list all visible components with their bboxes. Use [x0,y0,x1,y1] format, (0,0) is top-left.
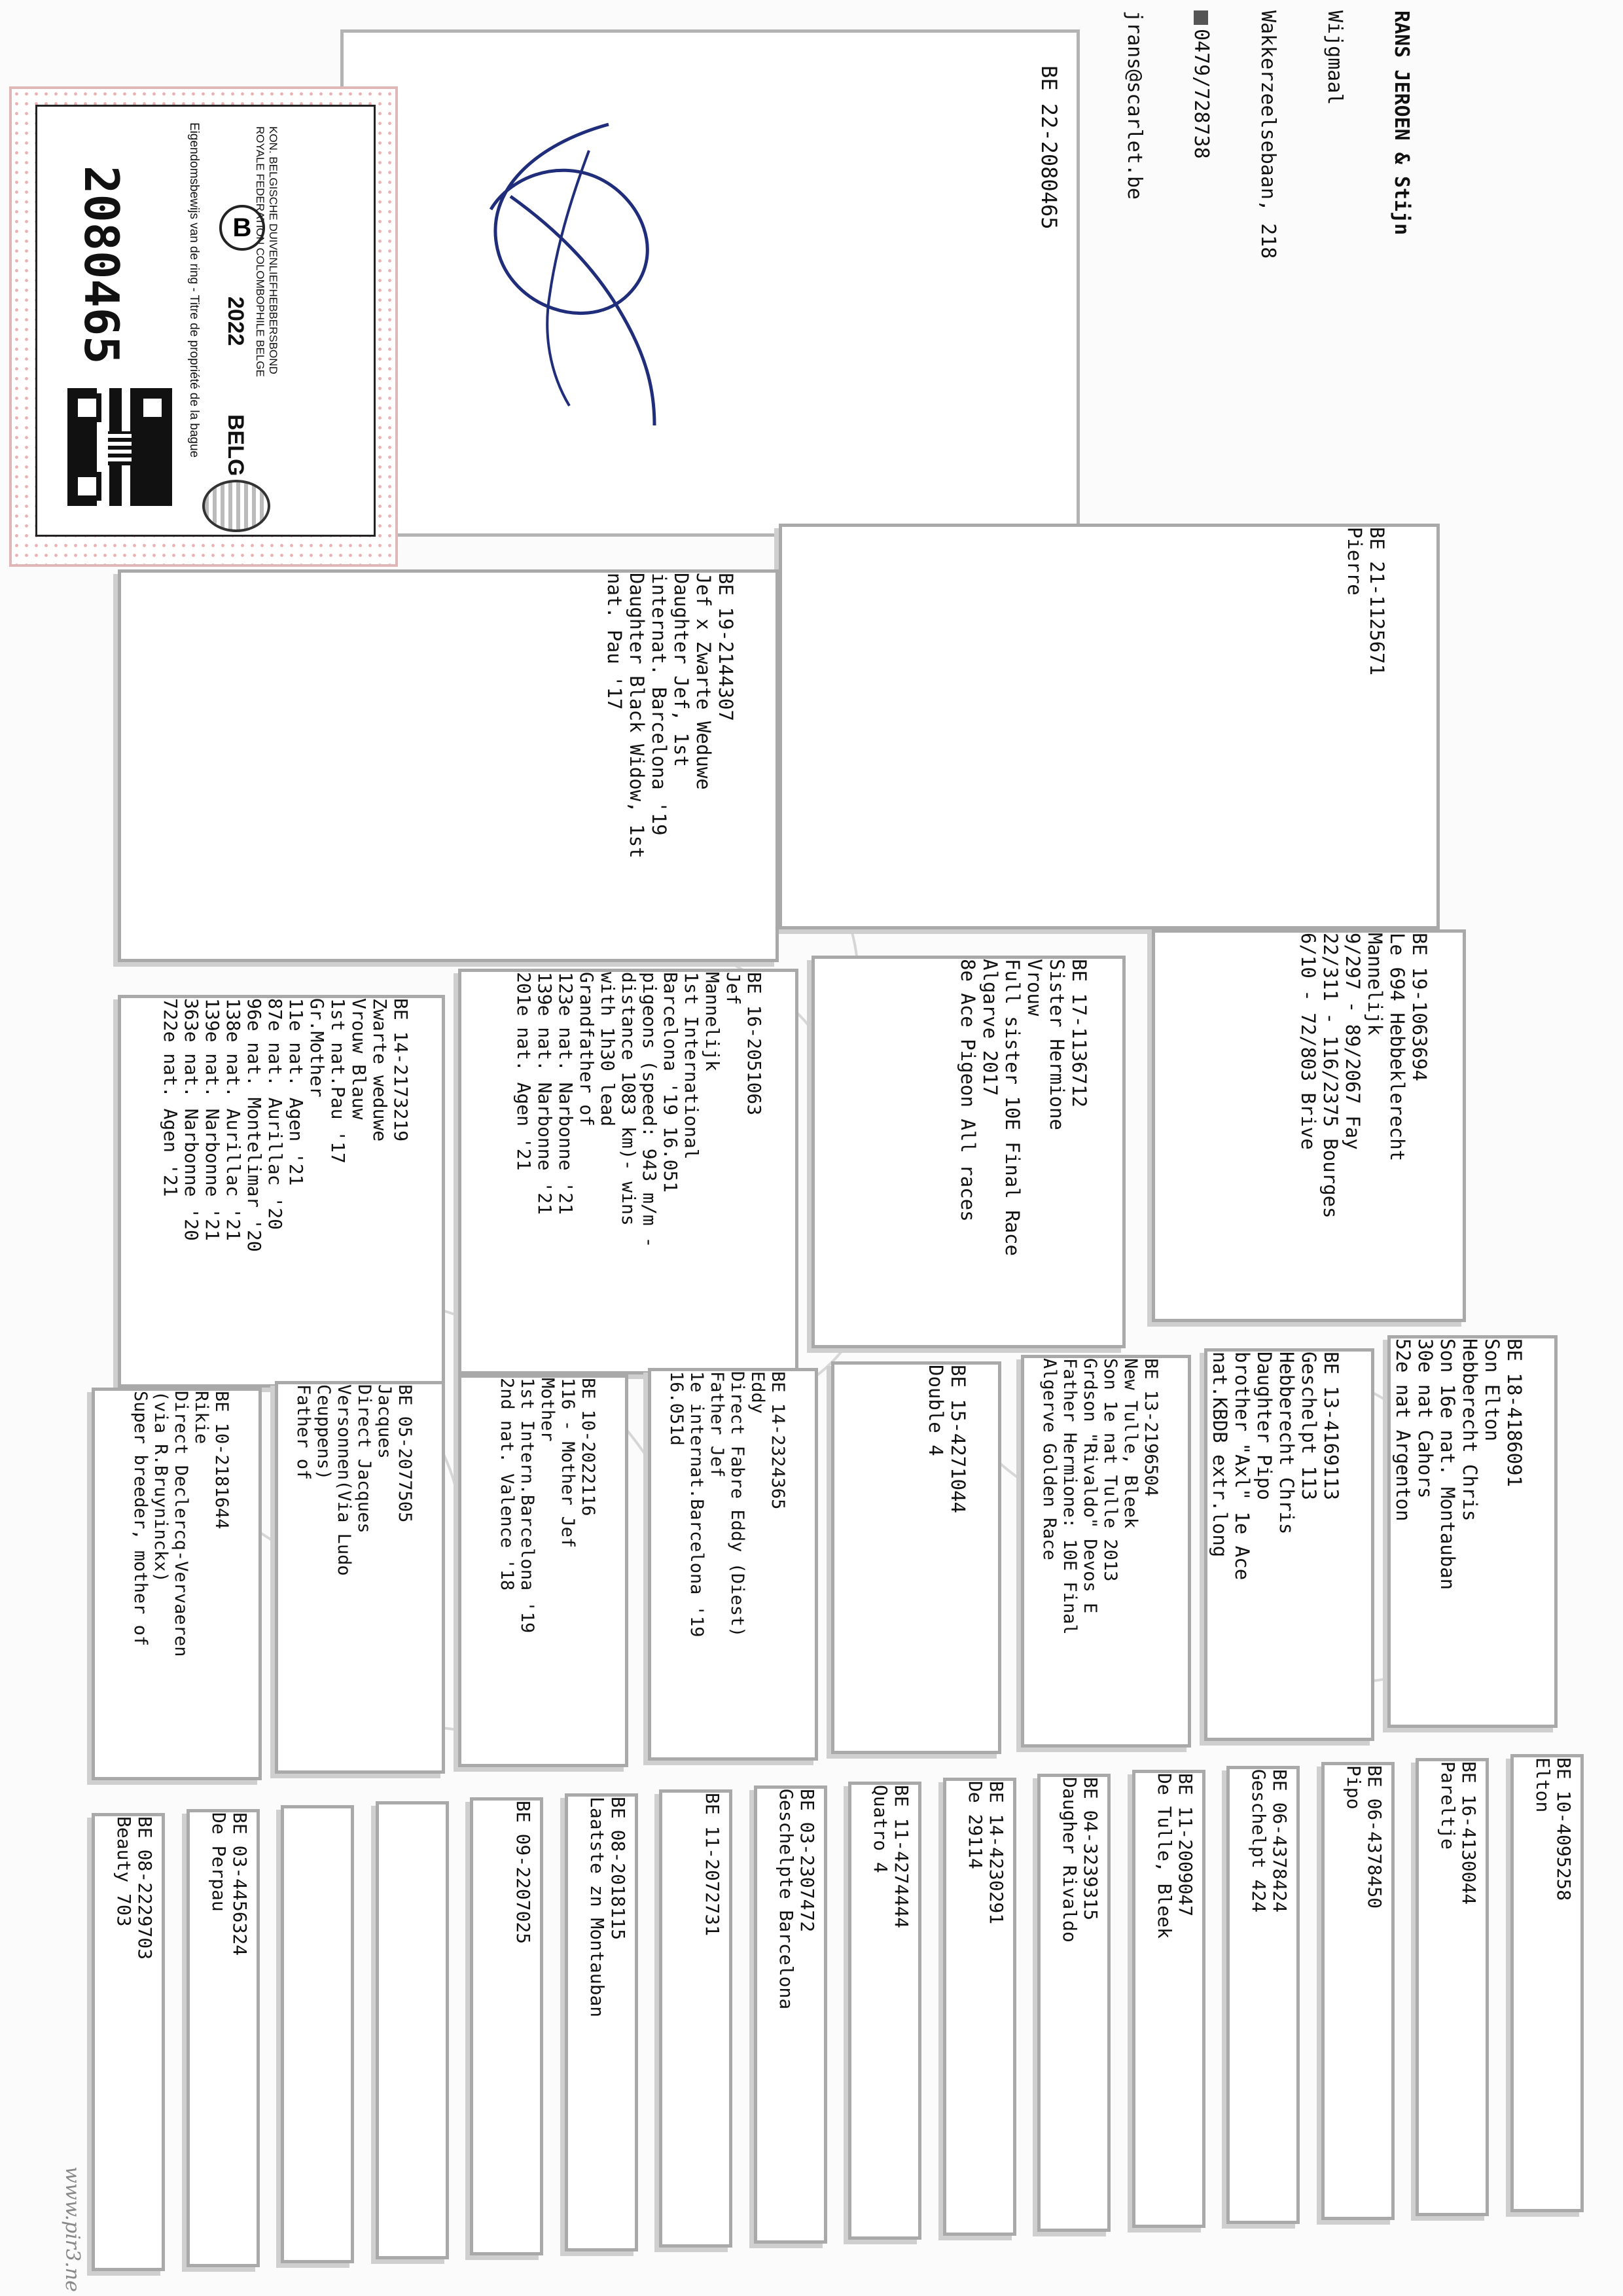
pigeon-note: (via R.Bruyninckx) [151,1391,171,1583]
pigeon-note: Grdson "Rivaldo" Devos E [1080,1358,1100,1614]
ancestor-card [1132,1770,1205,2228]
owner-block [1101,10,1457,259]
ring-tag-country: BELG [223,414,248,476]
owner-phone: 0479/728738 [1190,29,1213,159]
pigeon-name: Pipo [1343,1765,1364,1810]
pigeon-name: 116 - Mother Jef [558,1378,578,1549]
ring-number: BE 11-4274444 [891,1785,912,1929]
pigeon-note: Direct Declercq-Vervaeren [171,1391,191,1657]
pigeon-name: Zwarte weduwe [369,998,391,1142]
pigeon-note: Direct Jacques [354,1384,374,1534]
pigeon-note: 123e nat. Narbonne '21 [555,972,577,1215]
pigeon-notes-3: Daughter Black Widow, 1st [626,573,648,859]
pigeon-name: Pareltje [1437,1761,1459,1850]
pigeon-note: 9/297 - 89/2067 Fay [1342,933,1364,1150]
ring-number: BE 10-2181644 [211,1391,232,1530]
ring-tag-number: 2080465 [74,166,129,365]
ring-number: BE 11-2072731 [702,1793,723,1937]
ring-number: BE 10-4095258 [1553,1757,1575,1901]
ring-number: BE 15-4271044 [947,1365,969,1513]
ring-number: BE 08-2229703 [134,1816,156,1960]
owner-city: Wijgmaal [1323,10,1346,105]
ring-number: BE 13-2196504 [1141,1358,1161,1497]
pigeon-name: De Perpau [208,1812,230,1912]
ring-number: BE 17-1136712 [1068,959,1090,1107]
ancestor-card [943,1778,1016,2236]
pigeon-note: Algarve 2017 [979,959,1001,1096]
pigeon-name: Le 694 Hebbeklerecht [1386,933,1408,1162]
pigeon-note: 1st Intern.Barcelona '19 [517,1378,537,1634]
federation-fr: ROYALE FEDERATION COLOMBOPHILE BELGE [254,126,266,377]
pigeon-note: nat.KBDB extr.long [1209,1352,1231,1558]
owner-email: jrans@scarlet.be [1123,10,1146,200]
ring-number: BE 14-2173219 [390,998,412,1142]
pigeon-note: Full sister 10E Final Race [1001,959,1024,1256]
owner-name: RANS JEROEN & Stijn [1390,10,1413,236]
pigeon-note: Hebberecht Chris [1275,1352,1298,1535]
great-grandparent-card-4 [831,1361,1001,1754]
pigeon-note: 2nd nat. Valence '18 [497,1378,517,1591]
great-grandparent-card-6 [458,1374,628,1767]
ancestor-card [376,1801,449,2259]
ancestor-card [470,1797,543,2255]
pigeon-name: Geschelpte Barcelona [776,1789,797,2010]
great-grandparent-card-1 [1387,1335,1558,1728]
pigeon-note: Grandfather of [576,972,597,1127]
pigeon-note: Father of [293,1384,313,1480]
pigeon-name: Pierre [1344,527,1366,596]
pigeon-note: 96e nat. Montelimar '20 [243,998,265,1252]
ring-tag-deed: Eigendomsbewijs van de ring - Titre de propriété de la bague [187,122,201,458]
pigeon-name: Laatste zn Montauban [586,1797,608,2018]
pigeon-note: Algerve Golden Race [1039,1358,1060,1560]
pigeon-note: 8e Ace Pigeon All races [957,959,979,1222]
subject-card [340,29,1080,537]
pigeon-note: Hebberecht Chris [1459,1338,1481,1522]
pigeon-notes-1: Daughter Jef, 1st [670,573,692,767]
ring-number: BE 14-2324365 [768,1371,788,1510]
ancestor-card [659,1789,732,2248]
great-grandparent-card-3 [1021,1355,1191,1748]
ancestor-card [187,1809,260,2267]
pigeon-name: Beauty 703 [113,1816,135,1927]
ring-ownership-tag [9,86,398,567]
pigeon-note: Barcelona '19 16.051 [660,972,681,1193]
pigeon-note: Direct Fabre Eddy (Diest) [727,1371,747,1638]
pigeon-note: 87e nat. Aurillac '20 [264,998,286,1230]
ring-number: BE 11-2009047 [1175,1773,1196,1917]
qr-code [67,388,172,506]
pigeon-note: 30e nat Cahors [1414,1338,1436,1499]
ancestor-card [281,1805,354,2263]
ring-tag-year: 2022 [223,296,248,346]
pigeon-name: Elton [1532,1757,1554,1813]
parent-card-dam [118,569,779,962]
pigeon-note: 201e nat. Agen '21 [513,972,535,1171]
grandparent-card-4 [118,995,445,1388]
pigeon-name: Jef [722,972,744,1005]
ring-number: BE 16-4130044 [1458,1761,1480,1905]
pigeon-note: brother "Axl" 1e Ace [1231,1352,1253,1581]
pigeon-name: Rikie [191,1391,211,1444]
ancestor-card [1226,1766,1300,2224]
ancestor-card [1321,1762,1395,2220]
pigeon-note: Son 1e nat Tulle 2013 [1100,1358,1120,1582]
ring-number: BE 08-2018115 [607,1797,629,1941]
ring-number: BE 06-4378450 [1364,1765,1385,1909]
pigeon-name: Son Elton [1481,1338,1503,1442]
pigeon-note: 6/10 - 72/803 Brive [1297,933,1319,1150]
pigeon-note: 722e nat. Agen '21 [160,998,181,1197]
pigeon-note: 139e nat. Narbonne '21 [202,998,223,1241]
pigeon-note: 1st nat.Pau '17 [327,998,349,1164]
pigeon-note: 22/311 - 116/2375 Bourges [1319,933,1342,1219]
pigeon-note: 52e nat Argenton [1392,1338,1414,1522]
ring-number: BE 18-4186091 [1503,1338,1525,1487]
grandparent-card-3 [458,969,798,1374]
parent-card-sire [779,524,1440,929]
grandparent-card-2 [812,956,1126,1348]
pigeon-note: Vrouw [1024,959,1046,1016]
pigeon-note: 11e nat. Agen '21 [285,998,307,1186]
ancestor-card [1510,1754,1584,2212]
federation-name [253,126,279,377]
handwritten-signature [458,98,694,439]
pigeon-note: Mother [537,1378,558,1442]
pigeon-note: Father Jef [707,1371,727,1478]
ring-number: BE 19-2144307 [715,573,737,721]
pigeon-note: 138e nat. Aurillac '21 [223,998,244,1241]
pigeon-note: with 1h30 lead [597,972,618,1127]
ring-number: BE 16-2051063 [743,972,765,1116]
ring-number: BE 04-3239315 [1080,1777,1101,1921]
pigeon-name: Quatro 4 [870,1785,891,1873]
pigeon-name: De Tulle, Bleek [1154,1773,1175,1939]
pigeon-note: 139e nat. Narbonne '21 [534,972,556,1215]
ring-number: BE 10-2022116 [578,1378,598,1516]
pigeon-name: Geschelpt 424 [1248,1769,1270,1913]
pigeon-note: 16.051d [666,1371,687,1446]
ancestor-card [565,1793,638,2251]
ancestor-card [1416,1758,1489,2216]
ancestor-card [754,1785,827,2244]
pigeon-note: Daughter Pipo [1253,1352,1275,1500]
ring-number: BE 13-4169113 [1320,1352,1342,1500]
ring-number: BE 14-4230291 [986,1781,1007,1925]
ring-number: BE 05-2077505 [395,1384,415,1523]
pigeon-notes-4: nat. Pau '17 [603,573,626,710]
subject-ring: BE 22-2080465 [1037,65,1061,230]
ancestor-card [92,1813,165,2271]
ancestor-card [1037,1774,1111,2232]
pigeon-note: Gr.Mother [306,998,328,1098]
pigeon-name: Eddy [747,1371,768,1414]
pigeon-name: Sister Hermione [1046,959,1068,1130]
ring-number: BE 09-2207025 [512,1801,534,1945]
pigeon-note: Mannelijk [702,972,723,1071]
ring-number: BE 03-4456324 [229,1812,251,1956]
pigeon-note: Ceuppens) [313,1384,334,1480]
pigeon-note: Son 16e nat. Montauban [1436,1338,1459,1590]
ring-number: BE 19-1063694 [1408,933,1431,1081]
great-grandparent-card-5 [648,1368,818,1761]
great-grandparent-card-2 [1204,1348,1374,1741]
pigeon-name: Jef x Zwarte Weduwe [692,573,715,790]
pigeon-note: 363e nat. Narbonne '20 [181,998,202,1241]
pigeon-note: Super breeder, mother of [130,1391,151,1647]
pigeon-name: Jacques [374,1384,395,1459]
grandparent-card-1 [1152,929,1466,1322]
owner-street: Wakkerzeelsebaan, 218 [1257,10,1279,259]
great-grandparent-card-8 [92,1388,262,1780]
globe-logo-icon [202,480,270,532]
pigeon-name: Geschelpt 113 [1298,1352,1320,1500]
pigeon-note: Vrouw Blauw [348,998,370,1120]
pigeon-note: Father Hermione: 10E Final [1060,1358,1080,1635]
pigeon-note: Versonnen(Via Ludo [334,1384,354,1576]
pigeon-notes-2: internat. Barcelona '19 [648,573,670,836]
pigeon-name: Daugher Rivaldo [1059,1777,1080,1943]
pigeon-note: 1st International [681,972,702,1160]
ancestor-card [848,1782,921,2240]
pigeon-note: distance 1083 km)- wins [618,972,639,1226]
kbdb-b-logo-icon: B [219,205,265,251]
ring-number: BE 06-4378424 [1269,1769,1291,1913]
federation-nl: KON. BELGISCHE DUIVENLIEFHEBBERSBOND [267,126,279,374]
pigeon-name: New Tulle, Bleek [1120,1358,1141,1529]
phone-icon [1194,10,1208,25]
pigeon-note: 1e internat.Barcelona '19 [687,1371,707,1638]
pigeon-note: pigeons (speed: 943 m/m - [639,972,660,1248]
pigeon-name: Double 4 [925,1365,947,1456]
watermark-text: www.pir3.ne [61,2166,84,2292]
great-grandparent-card-7 [275,1381,445,1774]
pigeon-name: De 29114 [965,1781,986,1869]
ring-number: BE 03-2307472 [796,1789,818,1933]
ring-number: BE 21-1125671 [1366,527,1388,675]
pigeon-note: Mannelijk [1364,933,1386,1036]
